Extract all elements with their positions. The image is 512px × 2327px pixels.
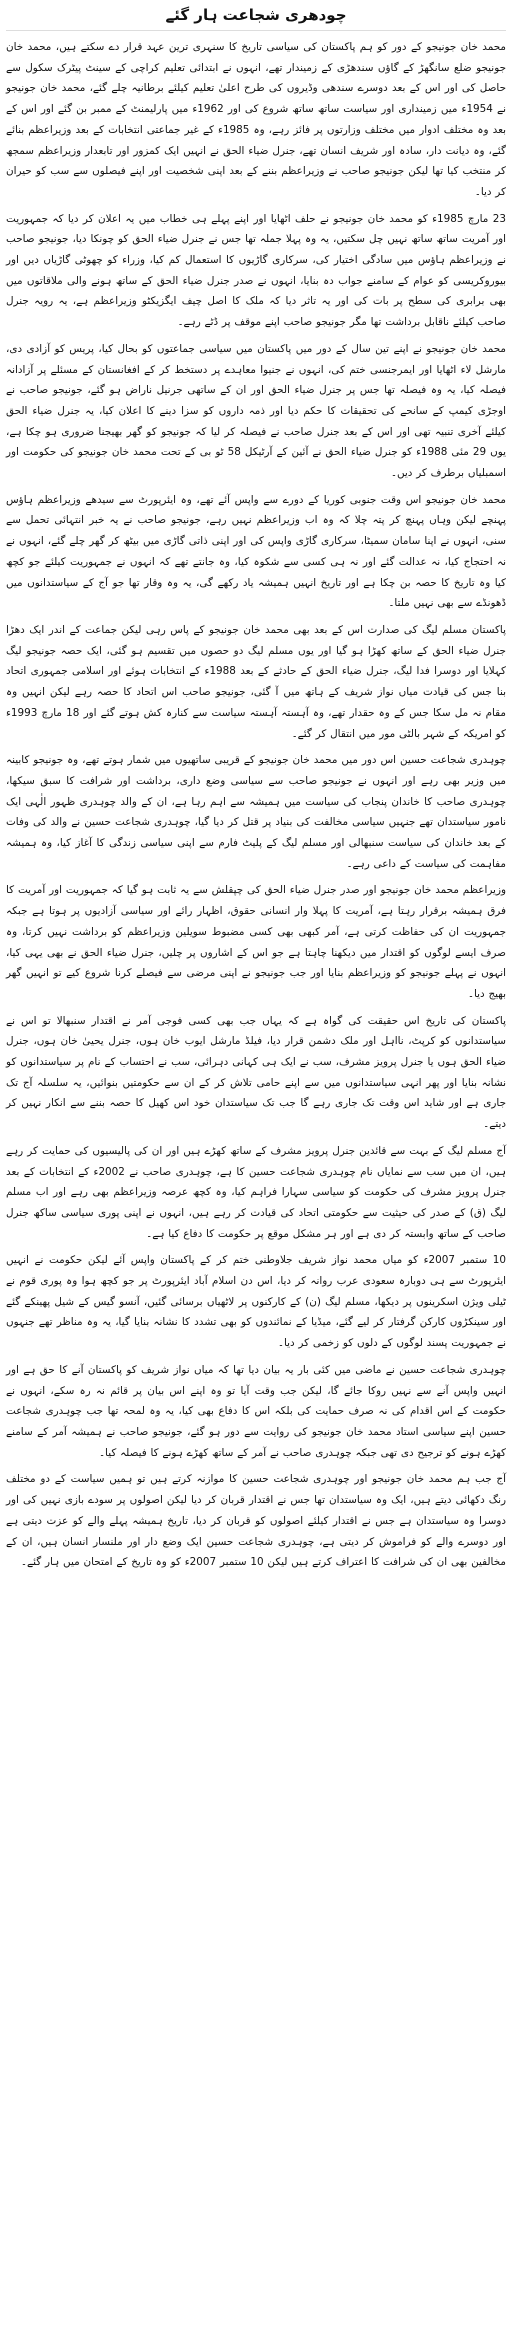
paragraph: 23 مارچ 1985ء کو محمد خان جونیجو نے حلف اٹھایا اور اپنے پہلے ہی خطاب میں یہ اعلان کر دیا کہ جمہوریت اور آمریت ساتھ ساتھ نہیں چل سکتیں، یہ وہ پہلا جملہ تھا جس نے جنرل ضیاء الحق کو چونکا دیا، جونیجو صاحب نے وزیراعظم ہاؤس میں سادگی اختیار کی، سرکاری گاڑیوں کا استعمال کم کیا، وزراء کو چھوٹی گاڑیاں دیں اور بیوروکریسی کو عوام کے سامنے جواب دہ بنایا، انہوں نے صدر جنرل ضیاء الحق کے ساتھ ہونے والی ملاقاتوں میں بھی برابری کی سطح پر بات کی اور یہ تاثر دیا کہ ملک کا اصل چیف ایگزیکٹو وزیراعظم ہے، یہ رویہ جنرل صاحب کیلئے ناقابل برداشت تھا مگر جونیجو صاحب اپنے موقف پر ڈٹے رہے۔: [6, 212, 506, 329]
article-headline: چودھری شجاعت ہار گئے: [6, 4, 506, 31]
paragraph: پاکستان مسلم لیگ کی صدارت اس کے بعد بھی محمد خان جونیجو کے پاس رہی لیکن جماعت کے اندر ایک دھڑا جنرل ضیاء الحق کے ساتھ کھڑا ہو گیا اور یوں مسلم لیگ دو حصوں میں تقسیم ہو گئی، ایک حصہ جونیجو لیگ کہلایا اور دوسرا فدا لیگ، جنرل ضیاء الحق کے حادثے کے بعد 1988ء کے انتخابات ہوئے اور اسلامی جمہوری اتحاد بنا جس کی قیادت میاں نواز شریف کے ہاتھ میں آ گئی، جونیجو صاحب اس اتحاد کا حصہ رہے لیکن انہیں وہ مقام نہ مل سکا جس کے وہ حقدار تھے، وہ آہستہ آہستہ سیاست سے کنارہ کش ہوتے گئے اور 18 مارچ 1993ء کو امریکہ کے شہر بالٹی مور میں انتقال کر گئے۔: [6, 623, 506, 740]
paragraph: چوہدری شجاعت حسین اس دور میں محمد خان جونیجو کے قریبی ساتھیوں میں شمار ہوتے تھے، وہ جونیجو کابینہ میں وزیر بھی رہے اور انہوں نے جونیجو صاحب سے سیاسی وضع داری، برداشت اور شرافت کا سبق سیکھا، چوہدری صاحب کا خاندان پنجاب کی سیاست میں ہمیشہ سے اہم رہا ہے، ان کے والد چوہدری ظہور الٰہی ایک نامور سیاستدان تھے جنہیں سیاسی مخالفت کی بنیاد پر قتل کر دیا گیا، چوہدری شجاعت حسین نے والد کی وفات کے بعد خاندان کی سیاست سنبھالی اور مسلم لیگ کے پلیٹ فارم سے اپنی سیاسی زندگی کا آغاز کیا، وہ ہمیشہ مفاہمت کی سیاست کے داعی رہے۔: [6, 754, 506, 870]
paragraph: چوہدری شجاعت حسین نے ماضی میں کئی بار یہ بیان دیا تھا کہ میاں نواز شریف کو پاکستان آنے کا حق ہے اور انہیں واپس آنے سے نہیں روکا جائے گا، لیکن جب وقت آیا تو وہ اپنے اس بیان پر قائم نہ رہ سکے، انہوں نے حکومت کے اس اقدام کی نہ صرف حمایت کی بلکہ اس کا دفاع بھی کیا، یہ وہ لمحہ تھا جب چوہدری شجاعت حسین اپنے سیاسی استاد محمد خان جونیجو کی روایت سے دور ہو گئے، جونیجو صاحب نے ہمیشہ آمر کے سامنے کھڑے ہونے کو ترجیح دی تھی جبکہ چوہدری صاحب نے آمر کے ساتھ کھڑے ہونے کا فیصلہ کیا۔: [6, 1363, 506, 1459]
paragraph: آج مسلم لیگ کے بہت سے قائدین جنرل پرویز مشرف کے ساتھ کھڑے ہیں اور ان کی پالیسیوں کی حمایت کر رہے ہیں، ان میں سب سے نمایاں نام چوہدری شجاعت حسین کا ہے، چوہدری صاحب نے 2002ء کے انتخابات کے بعد جنرل پرویز مشرف کی حکومت کو سیاسی سہارا فراہم کیا، وہ کچھ عرصہ وزیراعظم بھی رہے اور اب مسلم لیگ (ق) کے صدر کی حیثیت سے حکومتی اتحاد کی قیادت کر رہے ہیں، انہوں نے اپنی پوری سیاسی ساکھ جنرل صاحب کے ساتھ وابستہ کر دی ہے اور ہر مشکل موقع پر حکومت کا دفاع کیا ہے۔: [6, 1144, 506, 1240]
paragraph: محمد خان جونیجو اس وقت جنوبی کوریا کے دورے سے واپس آئے تھے، وہ ایئرپورٹ سے سیدھے وزیراعظم ہاؤس پہنچے لیکن وہاں پہنچ کر پتہ چلا کہ وہ اب وزیراعظم نہیں رہے، جونیجو صاحب نے یہ خبر انتہائی تحمل سے سنی، انہوں نے اپنا سامان سمیٹا، سرکاری گاڑی واپس کی اور اپنی ذاتی گاڑی میں بیٹھ کر گھر چلے گئے، انہوں نے نہ احتجاج کیا، نہ عدالت گئے اور نہ ہی کسی سے شکوہ کیا، وہ جانتے تھے کہ انہوں نے جمہوریت کیلئے جو کچھ کیا وہ تاریخ کا حصہ بن چکا ہے اور تاریخ انہیں ہمیشہ یاد رکھے گی، یہ وہ وقار تھا جو آج کے سیاستدانوں میں ڈھونڈے سے بھی نہیں ملتا۔: [6, 493, 506, 610]
paragraph: وزیراعظم محمد خان جونیجو اور صدر جنرل ضیاء الحق کی چپقلش سے یہ ثابت ہو گیا کہ جمہوریت اور آمریت کا فرق ہمیشہ برقرار رہتا ہے، آمریت کا پہلا وار انسانی حقوق، اظہار رائے اور سیاسی آزادیوں پر ہوتا ہے جبکہ جمہوریت ان کی حفاظت کرتی ہے، آمر کبھی بھی کسی مضبوط سویلین وزیراعظم کو برداشت نہیں کرتا، وہ صرف ایسے لوگوں کو اقتدار میں دیکھنا چاہتا ہے جو اس کے اشاروں پر چلیں، جنرل ضیاء الحق نے بھی یہی کیا، انہوں نے پہلے جونیجو کو وزیراعظم بنایا اور جب جونیجو نے اپنی مرضی سے فیصلے کرنا شروع کیے تو انہیں گھر بھیج دیا۔: [6, 884, 506, 1000]
paragraph: 10 ستمبر 2007ء کو میاں محمد نواز شریف جلاوطنی ختم کر کے پاکستان واپس آئے لیکن حکومت نے انہیں ایئرپورٹ سے ہی دوبارہ سعودی عرب روانہ کر دیا، اس دن اسلام آباد ایئرپورٹ پر جو کچھ ہوا وہ پوری قوم نے ٹیلی ویژن اسکرینوں پر دیکھا، مسلم لیگ (ن) کے کارکنوں پر لاٹھیاں برسائی گئیں، آنسو گیس کے شیل پھینکے گئے اور سینکڑوں کارکن گرفتار کر لیے گئے، میڈیا کے نمائندوں کو بھی تشدد کا نشانہ بنایا گیا، یہ وہ مناظر تھے جنہوں نے جمہوریت پسند لوگوں کے دلوں کو زخمی کر دیا۔: [6, 1254, 507, 1350]
article-body: [6, 37, 506, 1573]
paragraph: محمد خان جونیجو نے اپنے تین سال کے دور میں پاکستان میں سیاسی جماعتوں کو بحال کیا، پریس کو آزادی دی، مارشل لاء اٹھایا اور ایمرجنسی ختم کی، انہوں نے جنیوا معاہدے پر دستخط کر کے افغانستان کے مسئلے پر آزادانہ فیصلہ کیا، یہ وہ فیصلہ تھا جس پر جنرل ضیاء الحق اور ان کے ساتھی جرنیل ناراض ہو گئے، جونیجو صاحب نے اوجڑی کیمپ کے سانحے کی تحقیقات کا حکم دیا اور ذمہ داروں کو سزا دینے کا اعلان کیا، یہ جنرل ضیاء الحق کیلئے آخری تنبیہ تھی اور اس کے بعد جنرل صاحب نے فیصلہ کر لیا کہ جونیجو کو گھر بھیجنا ضروری ہو چکا ہے، یوں 29 مئی 1988ء کو جنرل ضیاء الحق نے آئین کے آرٹیکل 58 ٹو بی کے تحت محمد خان جونیجو کی حکومت اور اسمبلیاں برطرف کر دیں۔: [6, 342, 506, 480]
paragraph: پاکستان کی تاریخ اس حقیقت کی گواہ ہے کہ یہاں جب بھی کسی فوجی آمر نے اقتدار سنبھالا تو اس نے سیاستدانوں کو کرپٹ، نااہل اور ملک دشمن قرار دیا، فیلڈ مارشل ایوب خان ہوں، جنرل یحییٰ خان ہوں، جنرل ضیاء الحق ہوں یا جنرل پرویز مشرف، سب نے ایک ہی کہانی دہرائی، سب نے احتساب کے نام پر سیاستدانوں کو نشانہ بنایا اور پھر انہی سیاستدانوں میں سے اپنے حامی تلاش کر کے ان سے حکومتیں بنوائیں، یہ سلسلہ آج تک جاری ہے اور شاید اس وقت تک جاری رہے گا جب تک سیاستدان خود اس کھیل کا حصہ بننے سے انکار نہیں کر دیتے۔: [6, 1014, 506, 1131]
paragraph: آج جب ہم محمد خان جونیجو اور چوہدری شجاعت حسین کا موازنہ کرتے ہیں تو ہمیں سیاست کے دو مختلف رنگ دکھائی دیتے ہیں، ایک وہ سیاستدان تھا جس نے اقتدار قربان کر دیا لیکن اصولوں پر سودے بازی نہیں کی اور دوسرا وہ سیاستدان ہے جس نے اقتدار کیلئے اصولوں کو قربان کر دیا، تاریخ ہمیشہ پہلے والے کو عزت دیتی ہے اور دوسرے والے کو فراموش کر دیتی ہے، چوہدری شجاعت حسین ایک وضع دار اور ملنسار انسان ہیں، ان کے مخالفین بھی ان کی شرافت کا اعتراف کرتے ہیں لیکن 10 ستمبر 2007ء کو وہ تاریخ کے امتحان میں ہار گئے۔: [6, 1473, 506, 1569]
paragraph: محمد خان جونیجو کے دور کو ہم پاکستان کی سیاسی تاریخ کا سنہری ترین عہد قرار دے سکتے ہیں، محمد خان جونیجو ضلع سانگھڑ کے گاؤں سندھڑی کے زمیندار تھے، انہوں نے ابتدائی تعلیم کراچی کے سینٹ پیٹرک سکول سے حاصل کی اور اس کے بعد دوسرے سندھی وڈیروں کی طرح اعلیٰ تعلیم کیلئے برطانیہ چلے گئے، محمد خان جونیجو نے 1954ء میں زمینداری اور سیاست ساتھ ساتھ شروع کی اور 1962ء میں پارلیمنٹ کے ممبر بن گئے اور اس کے بعد وہ مختلف ادوار میں مختلف وزارتوں پر فائز رہے، وہ 1985ء کے غیر جماعتی انتخابات کے بعد وزیراعظم بنائے گئے، وہ دیانت دار، سادہ اور شریف انسان تھے، جنرل ضیاء الحق نے انہیں ایک کمزور اور تابعدار وزیراعظم سمجھ کر منتخب کیا تھا لیکن جونیجو صاحب نے وزیراعظم بننے کے بعد اپنی شخصیت اور اپنے فیصلوں سے سب کو حیران کر دیا۔: [6, 41, 506, 198]
